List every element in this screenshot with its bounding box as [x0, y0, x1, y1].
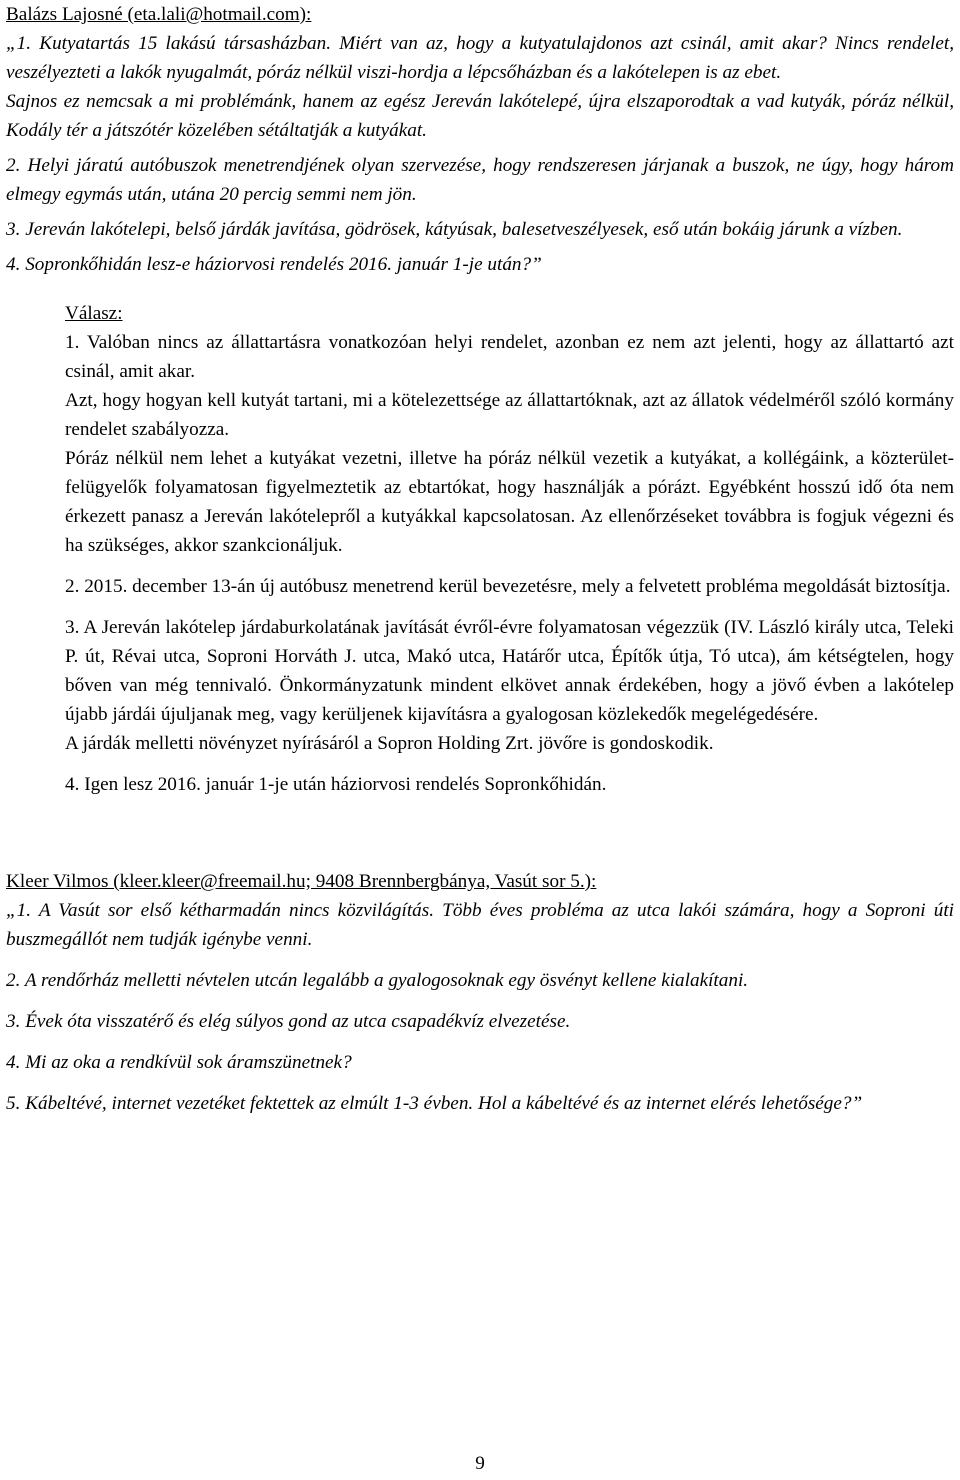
question-sidewalks: 3. Jereván lakótelepi, belső járdák javítása, gödrösek, kátyúsak, balesetveszélyesek, eső után bokáig járunk a vízben. [6, 219, 903, 240]
answer-2: 2. 2015. december 13-án új autóbusz menetrend kerül bevezetésre, mely a felvetett probléma megoldását biztosítja. [65, 576, 951, 597]
question-dogs-cont: Sajnos ez nemcsak a mi problémánk, hanem az egész Jereván lakótelepé, újra elszaporodtak a vad kutyák, póráz nélkül, Kodály tér a játszótér közelében sétáltatják a kutyákat. [6, 91, 954, 141]
answer-3-cont: A járdák melletti növényzet nyírásáról a Sopron Holding Zrt. jövőre is gondoskodik. [65, 733, 714, 754]
kleer-question-1: „1. A Vasút sor első kétharmadán nincs közvilágítás. Több éves probléma az utca lakói számára, hogy a Soproni úti buszmegállót nem tudják igénybe venni. [6, 900, 954, 950]
kleer-question-3: 3. Évek óta visszatérő és elég súlyos gond az utca csapadékvíz elvezetése. [6, 1011, 571, 1032]
answer-4: 4. Igen lesz 2016. január 1-je után háziorvosi rendelés Sopronkőhidán. [65, 774, 607, 795]
document-page [6, 0, 954, 1480]
kleer-question-5: 5. Kábeltévé, internet vezetéket fektettek az elmúlt 1-3 évben. Hol a kábeltévé és az internet elérés lehetősége?” [6, 1093, 863, 1114]
question-doctor: 4. Sopronkőhidán lesz-e háziorvosi rendelés 2016. január 1-je után?” [6, 254, 542, 275]
question-dogs: „1. Kutyatartás 15 lakású társasházban. Miért van az, hogy a kutyatulajdonos azt csinál, amit akar? Nincs rendelet, veszélyezteti a lakók nyugalmát, póráz nélkül viszi-hordja a lépcsőházban és a lakótelepen is az ebet. [6, 33, 954, 83]
answer-block [6, 328, 954, 799]
answer-heading: Válasz: [65, 303, 123, 324]
kleer-question-4: 4. Mi az oka a rendkívül sok áramszünetnek? [6, 1052, 352, 1073]
page-number: 9 [475, 1453, 485, 1474]
answer-1: 1. Valóban nincs az állattartásra vonatkozóan helyi rendelet, azonban ez nem azt jelenti, hogy az állattartó azt csinál, amit akar. [65, 332, 954, 382]
answer-1-cont-2: Póráz nélkül nem lehet a kutyákat vezetni, illetve ha póráz nélkül vezetik a kutyákat, a kollégáink, a közterület-felügyelők folyamatosan figyelmeztetik az ebtartókat, hogy használják a pórázt. Egyébként hosszú idő óta nem érkezett panasz a Jereván lakótelepről a kutyákkal kapcsolatosan. Az ellenőrzéseket továbbra is fogjuk végezni és ha szükséges, akkor szankcionáljuk. [65, 448, 954, 556]
kleer-question-2: 2. A rendőrház melletti névtelen utcán legalább a gyalogosoknak egy ösvényt kellene kialakítani. [6, 970, 749, 991]
answer-3: 3. A Jereván lakótelep járdaburkolatának javítását évről-évre folyamatosan végezzük (IV. László király utca, Teleki P. út, Révai utca, Soproni Horváth J. utca, Makó utca, Határőr utca, Építők útja, Tó utca), ám kétségtelen, hogy bőven van még tennivaló. Önkormányzatunk mindent elkövet annak érdekében, hogy a jövő évben a lakótelep újabb járdái újuljanak meg, vagy kerüljenek kijavításra a gyalogosan közlekedők megelégedésére. [65, 617, 954, 725]
answer-1-cont: Azt, hogy hogyan kell kutyát tartani, mi a kötelezettsége az állattartóknak, azt az állatok védelméről szóló kormány rendelet szabályozza. [65, 390, 954, 440]
author-balazs: Balázs Lajosné (eta.lali@hotmail.com): [6, 4, 312, 25]
author-kleer: Kleer Vilmos (kleer.kleer@freemail.hu; 9408 Brennbergbánya, Vasút sor 5.): [6, 871, 597, 892]
question-bus: 2. Helyi járatú autóbuszok menetrendjének olyan szervezése, hogy rendszeresen járjanak a buszok, ne úgy, hogy három elmegy egymás után, utána 20 percig semmi nem jön. [6, 155, 954, 205]
